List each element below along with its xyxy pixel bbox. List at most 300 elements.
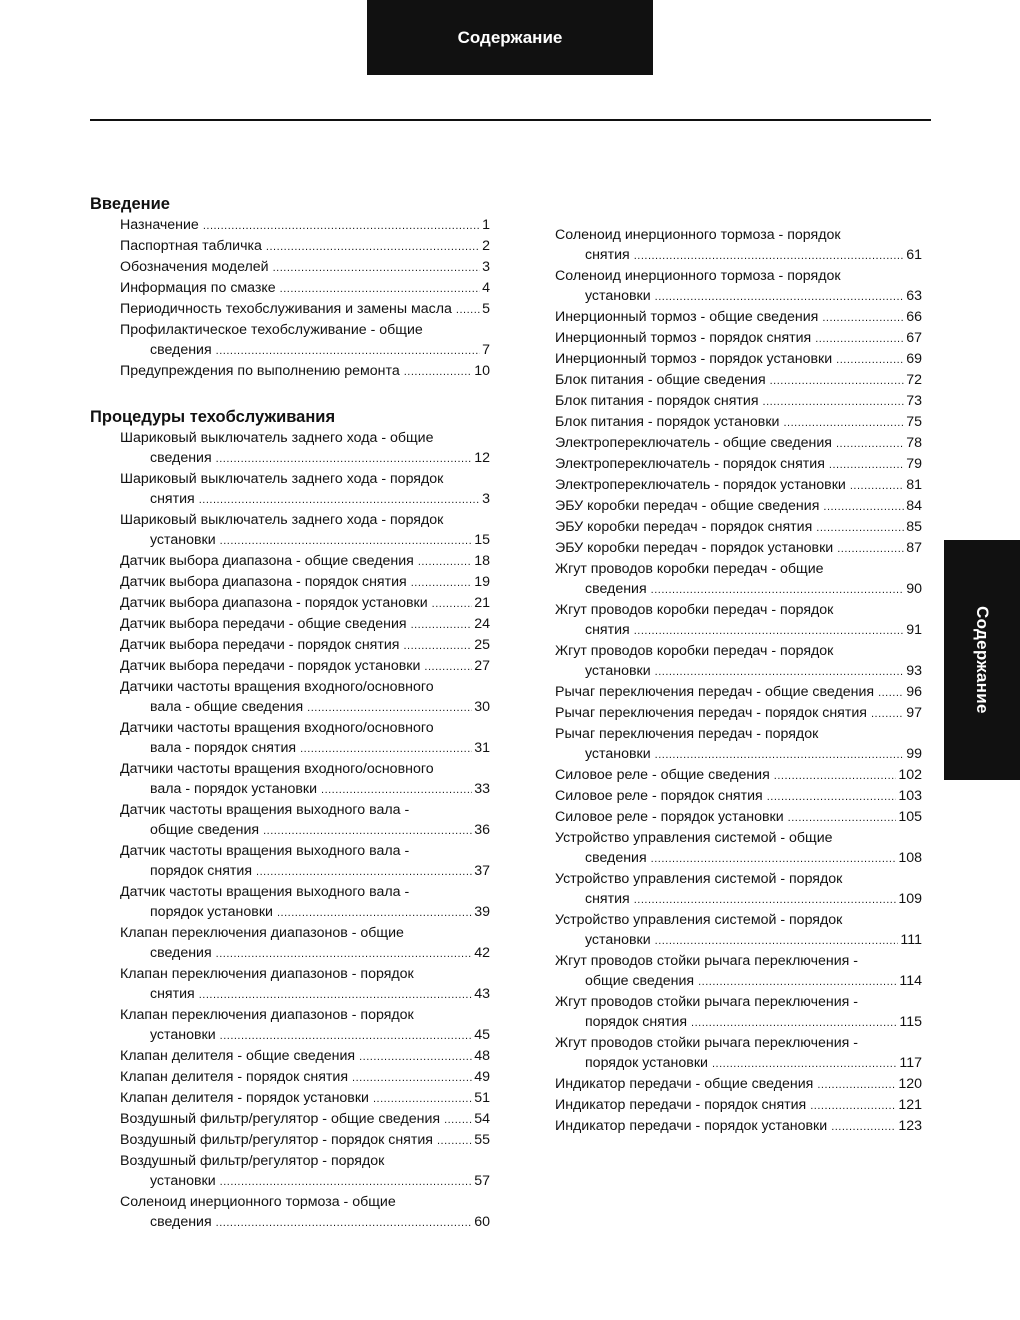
dot-leader bbox=[837, 539, 904, 559]
dot-leader bbox=[266, 237, 480, 257]
toc-entry-row bbox=[555, 412, 922, 433]
toc-entry[interactable] bbox=[555, 454, 922, 475]
toc-entry-title: Силовое реле - общие сведения bbox=[555, 767, 770, 783]
dot-leader bbox=[263, 821, 472, 841]
toc-entry[interactable] bbox=[555, 225, 922, 266]
dot-leader bbox=[216, 341, 480, 361]
toc-entry-title: Паспортная табличка bbox=[120, 238, 262, 254]
toc-page-number: 60 bbox=[474, 1214, 490, 1230]
toc-entry-row bbox=[555, 370, 922, 391]
toc-entry[interactable] bbox=[120, 656, 490, 677]
toc-entry[interactable] bbox=[120, 964, 490, 1005]
toc-entry[interactable] bbox=[120, 841, 490, 882]
toc-page-number: 19 bbox=[474, 574, 490, 590]
toc-entry-row bbox=[555, 286, 922, 307]
toc-entry[interactable] bbox=[120, 236, 490, 257]
toc-entry[interactable] bbox=[555, 266, 922, 307]
toc-entry[interactable] bbox=[555, 869, 922, 910]
toc-entry-continuation: сведения bbox=[150, 342, 212, 358]
toc-entry-title: Рычаг переключения передач - порядок снятия bbox=[555, 705, 867, 721]
toc-entry-row bbox=[555, 391, 922, 412]
toc-entry-title: Индикатор передачи - общие сведения bbox=[555, 1076, 814, 1092]
toc-page-number: 63 bbox=[906, 288, 922, 304]
toc-entry-continuation: установки bbox=[585, 663, 651, 679]
toc-entry[interactable] bbox=[120, 428, 490, 469]
toc-entry[interactable] bbox=[120, 882, 490, 923]
toc-entry-continuation: снятия bbox=[585, 247, 630, 263]
dot-leader bbox=[411, 573, 472, 593]
dot-leader bbox=[815, 329, 904, 349]
dot-leader bbox=[220, 1026, 473, 1046]
dot-leader bbox=[411, 615, 473, 635]
toc-entry-row bbox=[555, 454, 922, 475]
toc-entry[interactable] bbox=[555, 1116, 922, 1137]
toc-entry-continuation: вала - порядок установки bbox=[150, 781, 318, 797]
toc-list bbox=[555, 225, 922, 1137]
toc-entry-continuation: общие сведения bbox=[585, 973, 695, 989]
dot-leader bbox=[404, 362, 472, 382]
toc-entry-title: Жгут проводов коробки передач - порядок bbox=[555, 643, 834, 659]
dot-leader bbox=[655, 931, 899, 951]
toc-page-number: 91 bbox=[906, 622, 922, 638]
toc-page-number: 43 bbox=[474, 986, 490, 1002]
dot-leader bbox=[774, 766, 897, 786]
toc-entry[interactable] bbox=[555, 600, 922, 641]
toc-entry[interactable] bbox=[120, 1067, 490, 1088]
toc-entry-title: Клапан делителя - порядок установки bbox=[120, 1090, 369, 1106]
toc-entry-row bbox=[555, 848, 922, 869]
toc-entry-title: Профилактическое техобслуживание - общие bbox=[120, 322, 423, 338]
dot-leader bbox=[220, 531, 473, 551]
toc-entry[interactable] bbox=[555, 807, 922, 828]
toc-page-number: 99 bbox=[906, 746, 922, 762]
toc-entry-continuation: установки bbox=[150, 532, 216, 548]
toc-entry-continuation: снятия bbox=[585, 622, 630, 638]
toc-entry[interactable] bbox=[555, 496, 922, 517]
toc-entry[interactable] bbox=[555, 1074, 922, 1095]
toc-entry-continuation: вала - порядок снятия bbox=[150, 740, 297, 756]
toc-page-number: 36 bbox=[474, 822, 490, 838]
toc-entry[interactable] bbox=[120, 614, 490, 635]
toc-entry[interactable] bbox=[555, 682, 922, 703]
dot-leader bbox=[836, 350, 904, 370]
dot-leader bbox=[836, 434, 904, 454]
toc-page-number: 85 bbox=[906, 519, 922, 535]
toc-entry-title: Жгут проводов стойки рычага переключения - bbox=[555, 953, 858, 969]
toc-entry-title: Датчик частоты вращения выходного вала - bbox=[120, 884, 410, 900]
toc-entry-title: Воздушный фильтр/регулятор - порядок bbox=[120, 1153, 385, 1169]
dot-leader bbox=[220, 1172, 473, 1192]
dot-leader bbox=[712, 1054, 897, 1074]
toc-page-number: 120 bbox=[898, 1076, 922, 1092]
toc-entry-row bbox=[120, 614, 490, 635]
toc-entry-title: Клапан переключения диапазонов - общие bbox=[120, 925, 404, 941]
toc-entry-continuation: установки bbox=[585, 746, 651, 762]
toc-entry[interactable] bbox=[120, 278, 490, 299]
dot-leader bbox=[823, 497, 904, 517]
toc-page-number: 67 bbox=[906, 330, 922, 346]
toc-entry-title: Назначение bbox=[120, 217, 199, 233]
toc-page-number: 54 bbox=[474, 1111, 490, 1127]
toc-entry-row bbox=[120, 1088, 490, 1109]
toc-entry-title: Шариковый выключатель заднего хода - порядок bbox=[120, 471, 444, 487]
toc-entry[interactable] bbox=[555, 370, 922, 391]
toc-entry-continuation: установки bbox=[585, 288, 651, 304]
toc-entry-title: Датчик выбора диапазона - порядок снятия bbox=[120, 574, 407, 590]
toc-entry-title: Воздушный фильтр/регулятор - порядок снятия bbox=[120, 1132, 433, 1148]
toc-entry-title: Шариковый выключатель заднего хода - общие bbox=[120, 430, 434, 446]
toc-entry-row bbox=[120, 635, 490, 656]
toc-entry[interactable] bbox=[555, 951, 922, 992]
toc-page-number: 7 bbox=[482, 342, 490, 358]
toc-entry[interactable] bbox=[555, 328, 922, 349]
toc-page-number: 97 bbox=[906, 705, 922, 721]
toc-entry-title: Силовое реле - порядок снятия bbox=[555, 788, 763, 804]
toc-page-number: 30 bbox=[474, 699, 490, 715]
toc-entry[interactable] bbox=[120, 1130, 490, 1151]
toc-entry-row bbox=[120, 902, 490, 923]
toc-entry[interactable] bbox=[555, 641, 922, 682]
toc-entry[interactable] bbox=[120, 551, 490, 572]
toc-entry-title: Соленоид инерционного тормоза - порядок bbox=[555, 268, 841, 284]
dot-leader bbox=[763, 392, 905, 412]
toc-entry-title: Датчик выбора диапазона - общие сведения bbox=[120, 553, 414, 569]
dot-leader bbox=[424, 657, 472, 677]
toc-entry-row bbox=[120, 361, 490, 382]
toc-entry-title: Предупреждения по выполнению ремонта bbox=[120, 363, 400, 379]
toc-entry-row bbox=[555, 475, 922, 496]
dot-leader bbox=[352, 1068, 472, 1088]
toc-entry[interactable] bbox=[555, 828, 922, 869]
toc-page-number: 31 bbox=[474, 740, 490, 756]
dot-leader bbox=[829, 455, 904, 475]
toc-entry[interactable] bbox=[120, 1088, 490, 1109]
toc-entry-title: Электропереключатель - общие сведения bbox=[555, 435, 832, 451]
toc-page-number: 72 bbox=[906, 372, 922, 388]
toc-entry[interactable] bbox=[120, 320, 490, 361]
toc-entry[interactable] bbox=[555, 433, 922, 454]
toc-page-number: 3 bbox=[482, 491, 490, 507]
dot-leader bbox=[810, 1096, 896, 1116]
dot-leader bbox=[634, 246, 905, 266]
dot-leader bbox=[277, 903, 472, 923]
toc-page-number: 2 bbox=[482, 238, 490, 254]
toc-entry-title: Датчик частоты вращения выходного вала - bbox=[120, 802, 410, 818]
toc-entry-row bbox=[120, 278, 490, 299]
toc-entry[interactable] bbox=[555, 786, 922, 807]
toc-entry[interactable] bbox=[120, 510, 490, 551]
toc-entry[interactable] bbox=[120, 361, 490, 382]
toc-entry-title: Клапан делителя - порядок снятия bbox=[120, 1069, 349, 1085]
dot-leader bbox=[783, 413, 904, 433]
toc-entry-row bbox=[555, 538, 922, 559]
toc-entry-row bbox=[555, 579, 922, 600]
toc-page-number: 69 bbox=[906, 351, 922, 367]
toc-page-number: 111 bbox=[900, 932, 922, 948]
toc-entry-title: Датчик выбора диапазона - порядок установки bbox=[120, 595, 428, 611]
toc-page-number: 48 bbox=[474, 1048, 490, 1064]
toc-entry-title: Жгут проводов коробки передач - общие bbox=[555, 561, 824, 577]
toc-entry[interactable] bbox=[120, 257, 490, 278]
toc-entry-title: Клапан делителя - общие сведения bbox=[120, 1048, 356, 1064]
toc-entry-continuation: общие сведения bbox=[150, 822, 260, 838]
toc-entry[interactable] bbox=[120, 1151, 490, 1192]
toc-page-number: 15 bbox=[474, 532, 490, 548]
toc-entry-continuation: порядок снятия bbox=[150, 863, 253, 879]
dot-leader bbox=[634, 890, 897, 910]
toc-entry[interactable] bbox=[120, 299, 490, 320]
toc-entry-title: ЭБУ коробки передач - общие сведения bbox=[555, 498, 820, 514]
toc-entry[interactable] bbox=[555, 538, 922, 559]
toc-page-number: 84 bbox=[906, 498, 922, 514]
toc-entry-title: Датчики частоты вращения входного/основного bbox=[120, 679, 434, 695]
toc-page-number: 117 bbox=[899, 1055, 922, 1071]
dot-leader bbox=[634, 621, 905, 641]
toc-page-number: 108 bbox=[898, 850, 922, 866]
toc-entry[interactable] bbox=[120, 469, 490, 510]
toc-entry-row bbox=[555, 620, 922, 641]
toc-entry-row bbox=[120, 593, 490, 614]
toc-page-number: 21 bbox=[474, 595, 490, 611]
toc-entry-continuation: сведения bbox=[150, 1214, 212, 1230]
toc-entry-row bbox=[555, 1116, 922, 1137]
toc-page-number: 105 bbox=[898, 809, 922, 825]
toc-page-number: 87 bbox=[906, 540, 922, 556]
toc-page-number: 24 bbox=[474, 616, 490, 632]
toc-entry[interactable] bbox=[555, 703, 922, 724]
toc-page-number: 81 bbox=[906, 477, 922, 493]
toc-entry-continuation: сведения bbox=[585, 850, 647, 866]
toc-entry[interactable] bbox=[120, 923, 490, 964]
toc-entry-row bbox=[120, 1130, 490, 1151]
header-title: Содержание bbox=[457, 27, 563, 47]
toc-entry-row bbox=[555, 930, 922, 951]
toc-entry-title: Клапан переключения диапазонов - порядок bbox=[120, 966, 414, 982]
dot-leader bbox=[655, 745, 905, 765]
dot-leader bbox=[767, 787, 897, 807]
dot-leader bbox=[655, 287, 905, 307]
toc-entry-continuation: сведения bbox=[585, 581, 647, 597]
toc-page-number: 66 bbox=[906, 309, 922, 325]
toc-entry-title: Устройство управления системой - общие bbox=[555, 830, 833, 846]
section-heading: Процедуры техобслуживания bbox=[90, 408, 336, 426]
toc-page-number: 37 bbox=[474, 863, 490, 879]
toc-entry[interactable] bbox=[555, 765, 922, 786]
toc-entry[interactable] bbox=[120, 1109, 490, 1130]
toc-entry-row bbox=[120, 820, 490, 841]
toc-entry-row bbox=[120, 1212, 490, 1233]
toc-entry-row bbox=[555, 433, 922, 454]
toc-page-number: 115 bbox=[899, 1014, 922, 1030]
toc-page-number: 102 bbox=[898, 767, 922, 783]
dot-leader bbox=[280, 279, 480, 299]
toc-entry-row bbox=[120, 257, 490, 278]
dot-leader bbox=[698, 972, 897, 992]
toc-entry-title: Обозначения моделей bbox=[120, 259, 269, 275]
toc-page-number: 51 bbox=[474, 1090, 490, 1106]
toc-entry-row bbox=[120, 861, 490, 882]
toc-entry[interactable] bbox=[555, 517, 922, 538]
toc-entry-title: Индикатор передачи - порядок установки bbox=[555, 1118, 828, 1134]
toc-entry-title: Периодичность техобслуживания и замены масла bbox=[120, 301, 452, 317]
toc-entry[interactable] bbox=[555, 910, 922, 951]
dot-leader bbox=[403, 636, 472, 656]
dot-leader bbox=[691, 1013, 897, 1033]
toc-entry[interactable] bbox=[555, 391, 922, 412]
dot-leader bbox=[878, 683, 904, 703]
toc-entry-row bbox=[555, 1074, 922, 1095]
toc-entry-title: Воздушный фильтр/регулятор - общие сведения bbox=[120, 1111, 441, 1127]
header-divider bbox=[90, 119, 931, 121]
toc-entry[interactable] bbox=[555, 307, 922, 328]
toc-entry[interactable] bbox=[555, 724, 922, 765]
toc-entry-row bbox=[555, 1053, 922, 1074]
toc-entry[interactable] bbox=[120, 1005, 490, 1046]
toc-page-number: 121 bbox=[898, 1097, 922, 1113]
toc-entry-continuation: установки bbox=[150, 1173, 216, 1189]
toc-entry-row bbox=[120, 656, 490, 677]
toc-entry[interactable] bbox=[120, 593, 490, 614]
toc-entry-continuation: порядок установки bbox=[150, 904, 273, 920]
toc-entry-row bbox=[120, 489, 490, 510]
dot-leader bbox=[273, 258, 481, 278]
toc-entry[interactable] bbox=[555, 1095, 922, 1116]
section-spacer bbox=[90, 382, 490, 406]
toc-entry-title: Электропереключатель - порядок снятия bbox=[555, 456, 825, 472]
toc-entry-title: Информация по смазке bbox=[120, 280, 276, 296]
toc-page-number: 39 bbox=[474, 904, 490, 920]
toc-page-number: 12 bbox=[474, 450, 490, 466]
toc-entry-continuation: установки bbox=[585, 932, 651, 948]
toc-entry-title: Датчики частоты вращения входного/основного bbox=[120, 761, 434, 777]
toc-entry-row bbox=[120, 530, 490, 551]
toc-entry-title: Инерционный тормоз - общие сведения bbox=[555, 309, 819, 325]
toc-entry[interactable] bbox=[120, 572, 490, 593]
toc-page-number: 96 bbox=[906, 684, 922, 700]
dot-leader bbox=[822, 308, 904, 328]
toc-entry-row bbox=[120, 1025, 490, 1046]
toc-entry[interactable] bbox=[120, 718, 490, 759]
toc-page-number: 73 bbox=[906, 393, 922, 409]
toc-entry-title: Инерционный тормоз - порядок снятия bbox=[555, 330, 812, 346]
toc-entry-continuation: снятия bbox=[150, 491, 195, 507]
toc-entry-row bbox=[555, 517, 922, 538]
toc-entry-title: Жгут проводов стойки рычага переключения - bbox=[555, 994, 858, 1010]
toc-entry-row bbox=[555, 496, 922, 517]
dot-leader bbox=[199, 490, 480, 510]
toc-entry[interactable] bbox=[120, 677, 490, 718]
toc-entry[interactable] bbox=[555, 475, 922, 496]
toc-entry-title: ЭБУ коробки передач - порядок снятия bbox=[555, 519, 813, 535]
toc-entry[interactable] bbox=[120, 215, 490, 236]
toc-entry-title: Датчик выбора передачи - общие сведения bbox=[120, 616, 407, 632]
toc-page-number: 1 bbox=[482, 217, 490, 233]
toc-entry-row bbox=[120, 572, 490, 593]
toc-entry[interactable] bbox=[120, 1046, 490, 1067]
dot-leader bbox=[418, 552, 472, 572]
toc-entry-row bbox=[120, 943, 490, 964]
toc-entry-title: Рычаг переключения передач - порядок bbox=[555, 726, 819, 742]
toc-entry[interactable] bbox=[555, 559, 922, 600]
toc-entry-continuation: порядок снятия bbox=[585, 1014, 688, 1030]
dot-leader bbox=[216, 944, 473, 964]
toc-entry-row bbox=[120, 340, 490, 361]
toc-page-number: 61 bbox=[906, 247, 922, 263]
side-tab-contents[interactable] bbox=[944, 540, 1020, 780]
toc-entry-row bbox=[120, 1171, 490, 1192]
toc-entry-row bbox=[555, 245, 922, 266]
toc-entry-title: Клапан переключения диапазонов - порядок bbox=[120, 1007, 414, 1023]
dot-leader bbox=[871, 704, 904, 724]
toc-entry-title: Соленоид инерционного тормоза - общие bbox=[120, 1194, 396, 1210]
dot-leader bbox=[437, 1131, 472, 1151]
toc-entry[interactable] bbox=[120, 635, 490, 656]
toc-entry-row bbox=[120, 984, 490, 1005]
toc-entry-row bbox=[120, 1046, 490, 1067]
toc-entry-title: Жгут проводов стойки рычага переключения - bbox=[555, 1035, 858, 1051]
toc-entry-title: Инерционный тормоз - порядок установки bbox=[555, 351, 833, 367]
toc-page-number: 45 bbox=[474, 1027, 490, 1043]
toc-entry-row bbox=[555, 765, 922, 786]
toc-entry-continuation: снятия bbox=[150, 986, 195, 1002]
toc-list bbox=[120, 215, 490, 382]
toc-entry-title: Блок питания - порядок установки bbox=[555, 414, 780, 430]
toc-entry-title: Датчик выбора передачи - порядок установки bbox=[120, 658, 421, 674]
toc-entry-row bbox=[555, 349, 922, 370]
toc-page-number: 3 bbox=[482, 259, 490, 275]
toc-entry[interactable] bbox=[555, 412, 922, 433]
toc-entry-title: Датчик частоты вращения выходного вала - bbox=[120, 843, 410, 859]
toc-page-number: 49 bbox=[474, 1069, 490, 1085]
toc-entry[interactable] bbox=[555, 349, 922, 370]
toc-page-number: 78 bbox=[906, 435, 922, 451]
toc-entry-continuation: порядок установки bbox=[585, 1055, 708, 1071]
toc-entry-row bbox=[555, 307, 922, 328]
toc-entry[interactable] bbox=[120, 759, 490, 800]
dot-leader bbox=[770, 371, 905, 391]
toc-page-number: 109 bbox=[898, 891, 922, 907]
toc-entry-row bbox=[120, 697, 490, 718]
toc-entry[interactable] bbox=[120, 1192, 490, 1233]
toc-entry-title: Датчики частоты вращения входного/основного bbox=[120, 720, 434, 736]
toc-entry-row bbox=[120, 1067, 490, 1088]
toc-entry-continuation: сведения bbox=[150, 450, 212, 466]
toc-entry-title: Рычаг переключения передач - общие сведения bbox=[555, 684, 875, 700]
toc-page-number: 27 bbox=[474, 658, 490, 674]
toc-entry-title: Индикатор передачи - порядок снятия bbox=[555, 1097, 807, 1113]
toc-entry[interactable] bbox=[555, 992, 922, 1033]
toc-entry-row bbox=[555, 807, 922, 828]
dot-leader bbox=[321, 780, 472, 800]
dot-leader bbox=[651, 580, 905, 600]
toc-page-number: 5 bbox=[482, 301, 490, 317]
toc-entry[interactable] bbox=[120, 800, 490, 841]
toc-entry-row bbox=[555, 661, 922, 682]
toc-entry-row bbox=[120, 1109, 490, 1130]
toc-entry-title: Блок питания - общие сведения bbox=[555, 372, 766, 388]
toc-entry-title: Соленоид инерционного тормоза - порядок bbox=[555, 227, 841, 243]
toc-entry-row bbox=[120, 299, 490, 320]
toc-right-column bbox=[555, 225, 922, 1137]
toc-entry-row bbox=[555, 744, 922, 765]
toc-entry-row bbox=[120, 448, 490, 469]
toc-entry-title: Электропереключатель - порядок установки bbox=[555, 477, 846, 493]
toc-entry-row bbox=[555, 1012, 922, 1033]
section-heading: Введение bbox=[90, 195, 170, 213]
toc-entry[interactable] bbox=[555, 1033, 922, 1074]
toc-page-number: 103 bbox=[898, 788, 922, 804]
dot-leader bbox=[816, 518, 904, 538]
